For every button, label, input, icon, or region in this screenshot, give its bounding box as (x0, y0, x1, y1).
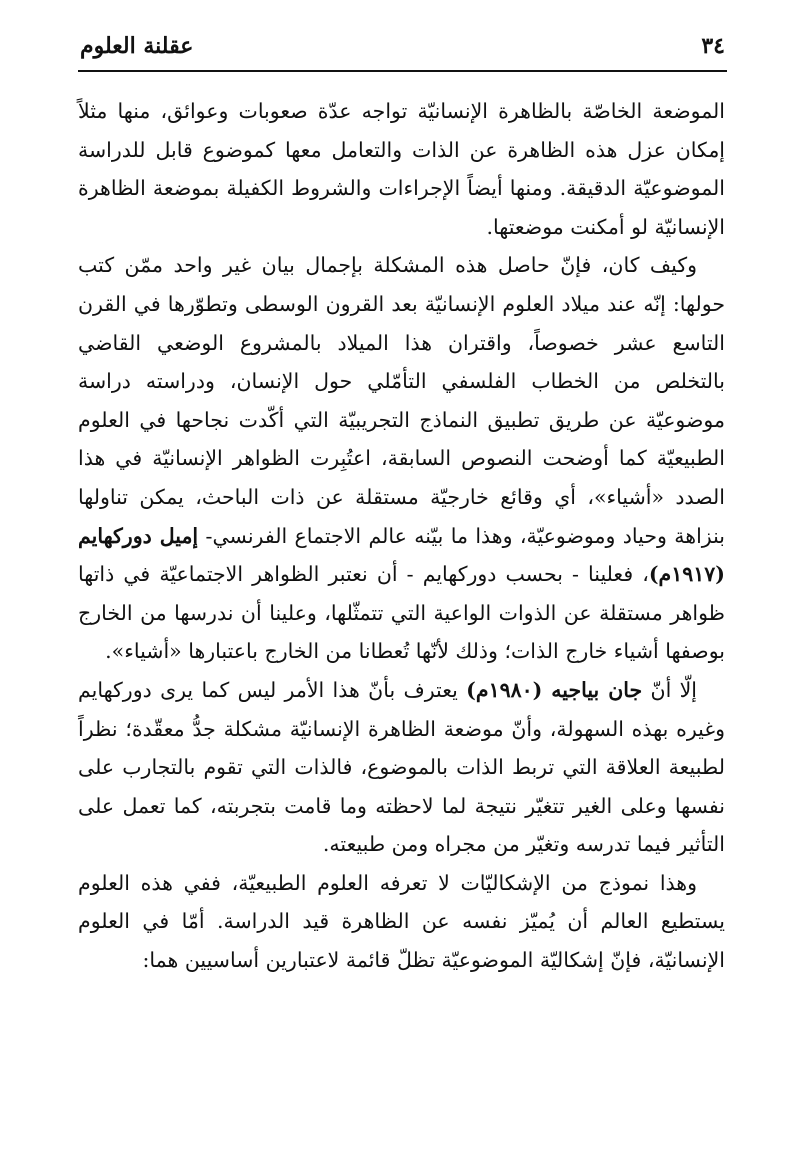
name-piaget: جان بياجيه (١٩٨٠م) (466, 677, 643, 702)
paragraph-text: إلّا أنّ (642, 677, 698, 702)
paragraph-text: ، فعلينا - بحسب دوركهايم - أن نعتبر الظواهر الاجتماعيّة في ذاتها ظواهر مستقلة عن الذوات الواعية التي تتمثّلها، وعلينا أن ندرسها من الخارج بوصفها أشياء خارج الذات؛ وذلك لأنّها تُعطانا من الخارج باعتبارها «أشياء». (78, 562, 725, 664)
name-durkheim: إميل دوركهايم (١٩١٧م) (78, 523, 725, 587)
paragraph-text: وهذا نموذج من الإشكاليّات لا تعرفه العلوم الطبيعيّة، ففي هذه العلوم يستطيع العالم أن يُميّز نفسه عن الظاهرة قيد الدراسة. أمّا في العلوم الإنسانيّة، فإنّ إشكاليّة الموضوعيّة تظلّ قائمة لاعتبارين أساسيين هما: (78, 870, 725, 973)
paragraph-2 (78, 246, 725, 671)
body-text (78, 92, 725, 980)
page-number: ٣٤ (701, 33, 725, 59)
paragraph-3 (78, 671, 725, 864)
paragraph-1 (78, 92, 725, 246)
header-rule (78, 70, 727, 72)
paragraph-text: يعترف بأنّ هذا الأمر ليس كما يرى دوركهايم وغيره بهذه السهولة، وأنّ موضعة الظاهرة الإنسانيّة مشكلة جدُّ معقّدة؛ نظراً لطبيعة العلاقة التي تربط الذات بالموضوع، فالذات التي تقوم بالتجارب على نفسها وعلى الغير تتغيّر نتيجة لما لاحظته وما قامت بتجربته، كما تعمل على التأثير فيما تدرسه وتغيّر من مجراه ومن طبيعته. (78, 677, 725, 857)
running-header (80, 26, 725, 66)
running-title: عقلنة العلوم (80, 33, 194, 59)
paragraph-text: وكيف كان، فإنّ حاصل هذه المشكلة بإجمال بيان غير واحد ممّن كتب حولها: إنّه عند ميلاد العلوم الإنسانيّة بعد القرون الوسطى وتطوّرها في القرن التاسع عشر خصوصاً، واقتران هذا الميلاد بالمشروع الوضعي القاضي بالتخلص من الخطاب الفلسفي التأمّلي حول الإنسان، ودراسته دراسة موضوعيّة عن طريق تطبيق النماذج التجريبيّة التي أكّدت نجاحها في العلوم الطبيعيّة كما أوضحت النصوص السابقة، اعتُبِرت الظواهر الإنسانيّة في هذا الصدد «أشياء»، أي وقائع خارجيّة مستقلة عن ذات الباحث، يمكن تناولها بنزاهة وحياد وموضوعيّة، وهذا ما بيّنه عالم الاجتماع الفرنسي- (78, 253, 725, 548)
paragraph-text: الموضعة الخاصّة بالظاهرة الإنسانيّة تواجه عدّة صعوبات وعوائق، منها مثلاً إمكان عزل هذه الظاهرة عن الذات والتعامل معها كموضوع قابل للدراسة الموضوعيّة الدقيقة. ومنها أيضاً الإجراءات والشروط الكفيلة بموضعة الظاهرة الإنسانيّة لو أمكنت موضعتها. (78, 99, 725, 239)
paragraph-4 (78, 864, 725, 980)
